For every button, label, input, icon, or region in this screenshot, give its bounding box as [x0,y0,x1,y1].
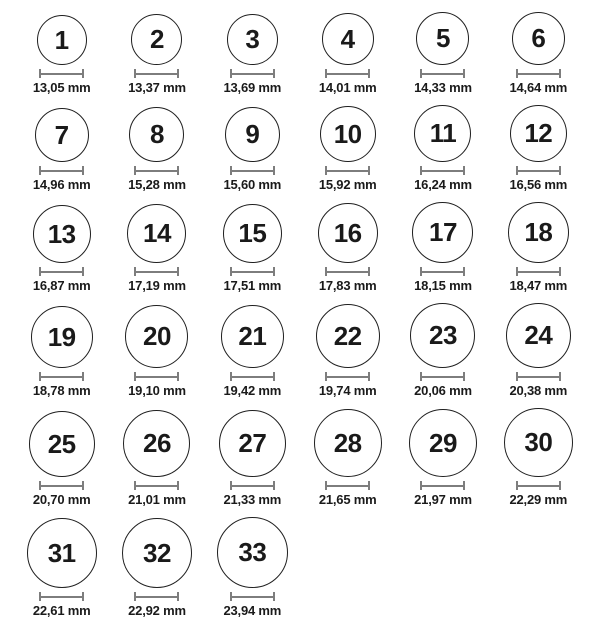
diameter-label: 14,64 mm [509,80,568,95]
diameter-dimension-line [134,592,179,601]
ring-size-number: 14 [143,218,171,248]
ring-circle [35,108,89,162]
ring-size-cell [319,13,377,95]
ring-size-cell [123,410,190,507]
diameter-line-bar [232,271,273,273]
ring-circle [316,304,380,368]
diameter-dimension-line [39,481,84,490]
diameter-dimension-line [39,592,84,601]
diameter-dimension-line [230,166,275,175]
ring-size-cell [319,106,377,192]
diameter-line-bar [422,376,463,378]
diameter-line-bar [232,596,273,598]
diameter-dimension-line [134,69,179,78]
ring-size-cell [509,105,567,192]
ring-circle [506,303,571,368]
diameter-dimension-line [134,372,179,381]
diameter-line-bar [41,485,82,487]
ring-size-cell [128,107,186,192]
ring-circle [221,305,284,368]
diameter-label: 18,15 mm [414,278,472,293]
ring-circle [508,202,569,263]
ring-circle [318,203,378,263]
diameter-line-bar [232,170,273,172]
diameter-label: 19,74 mm [318,383,377,398]
ring-size-cell [509,12,567,95]
ring-size-number: 5 [436,23,450,53]
diameter-line-bar [41,271,82,273]
diameter-dimension-line [230,592,275,601]
diameter-dimension-line [516,166,561,175]
ring-circle [504,408,573,477]
diameter-label: 22,29 mm [509,492,568,507]
ring-size-number: 23 [429,320,457,350]
diameter-dimension-line [420,166,465,175]
diameter-dimension-line [39,267,84,276]
diameter-dimension-line [39,166,84,175]
diameter-dimension-line [134,166,179,175]
ring-size-cell [223,107,281,192]
diameter-label: 21,65 mm [318,492,377,507]
ring-size-cell [223,204,282,293]
ring-circle [37,15,87,65]
diameter-label: 17,19 mm [128,278,186,293]
diameter-label: 20,38 mm [509,383,568,398]
ring-size-number: 19 [47,321,76,352]
diameter-dimension-line [230,372,275,381]
diameter-line-bar [41,596,82,598]
diameter-line-bar [41,73,82,75]
ring-size-cell [33,205,91,293]
ring-size-cell [128,14,186,95]
ring-circle [225,107,280,162]
diameter-line-bar [41,170,82,172]
ring-circle [410,303,475,368]
ring-size-number: 10 [333,118,362,149]
diameter-line-bar [518,376,559,378]
diameter-label: 20,70 mm [32,492,91,507]
ring-size-number: 29 [429,427,457,458]
diameter-label: 21,33 mm [223,492,282,507]
ring-size-number: 9 [245,119,260,149]
ring-circle [122,518,192,588]
diameter-dimension-line [230,481,275,490]
diameter-line-bar [232,73,273,75]
diameter-line-bar [136,596,177,598]
ring-circle [322,13,374,65]
ring-size-cell [318,203,378,293]
ring-size-cell [316,304,380,398]
diameter-line-bar [327,376,368,378]
ring-size-cell [223,14,281,95]
diameter-label: 14,33 mm [414,80,472,95]
ring-size-cell [414,12,472,95]
diameter-line-bar [422,485,463,487]
diameter-label: 17,83 mm [318,278,377,293]
ring-circle [217,517,288,588]
diameter-label: 16,24 mm [414,177,472,192]
diameter-line-bar [327,170,368,172]
ring-circle [125,305,188,368]
diameter-line-bar [136,170,177,172]
diameter-line-bar [327,271,368,273]
ring-size-cell [410,303,475,398]
diameter-label: 23,94 mm [223,603,282,618]
ring-circle [512,12,565,65]
ring-circle [33,205,91,263]
ring-size-cell [33,15,91,95]
diameter-dimension-line [516,267,561,276]
ring-size-cell [125,305,188,398]
diameter-label: 15,60 mm [223,177,282,192]
diameter-dimension-line [39,69,84,78]
ring-size-cell [314,409,382,507]
ring-size-number: 21 [238,321,267,351]
ring-circle [31,306,93,368]
diameter-dimension-line [325,69,370,78]
ring-size-number: 26 [143,428,171,458]
diameter-dimension-line [420,372,465,381]
ring-circle [416,12,469,65]
ring-size-cell [506,303,571,398]
diameter-dimension-line [516,372,561,381]
ring-size-cell [127,204,186,293]
ring-size-number: 4 [340,23,355,54]
ring-circle [510,105,567,162]
ring-circle [414,105,471,162]
ring-circle [223,204,282,263]
ring-size-cell [409,409,477,507]
ring-circle [131,14,182,65]
diameter-label: 16,87 mm [32,278,91,293]
ring-circle [219,410,286,477]
diameter-line-bar [136,73,177,75]
diameter-dimension-line [134,481,179,490]
ring-size-cell [508,202,569,293]
diameter-dimension-line [230,69,275,78]
diameter-dimension-line [420,267,465,276]
diameter-dimension-line [325,481,370,490]
ring-size-number: 32 [143,537,171,568]
diameter-label: 22,61 mm [32,603,91,618]
ring-size-cell [29,411,95,507]
diameter-dimension-line [230,267,275,276]
diameter-line-bar [327,485,368,487]
ring-size-cell [217,517,288,618]
diameter-dimension-line [516,481,561,490]
ring-size-cell [27,518,97,618]
ring-size-number: 16 [333,217,362,248]
diameter-dimension-line [420,481,465,490]
diameter-line-bar [518,485,559,487]
ring-size-number: 33 [238,537,267,567]
ring-size-number: 25 [47,428,76,459]
ring-size-number: 24 [524,320,553,350]
diameter-line-bar [422,271,463,273]
ring-size-number: 11 [429,118,457,148]
diameter-label: 17,51 mm [223,278,282,293]
ring-size-cell [122,518,192,618]
ring-circle [127,204,186,263]
diameter-label: 16,56 mm [509,177,568,192]
ring-size-cell [414,105,472,192]
diameter-line-bar [422,73,463,75]
ring-size-cell [504,408,573,507]
diameter-label: 20,06 mm [414,383,472,398]
diameter-label: 19,10 mm [128,383,186,398]
ring-circle [320,106,376,162]
ring-size-cell [31,306,93,398]
diameter-line-bar [136,376,177,378]
diameter-dimension-line [325,267,370,276]
diameter-label: 15,92 mm [318,177,377,192]
ring-circle [412,202,473,263]
diameter-line-bar [518,271,559,273]
ring-size-number: 7 [54,119,69,150]
diameter-line-bar [232,376,273,378]
ring-size-number: 18 [524,217,553,247]
ring-size-number: 28 [333,427,362,458]
diameter-dimension-line [325,372,370,381]
ring-size-number: 20 [143,321,171,351]
diameter-line-bar [136,485,177,487]
diameter-line-bar [518,170,559,172]
ring-circle [314,409,382,477]
diameter-label: 15,28 mm [128,177,186,192]
diameter-line-bar [136,271,177,273]
ring-size-number: 22 [333,320,362,351]
ring-size-number: 30 [524,427,553,457]
ring-circle [129,107,184,162]
diameter-label: 13,37 mm [128,80,186,95]
diameter-label: 14,96 mm [32,177,91,192]
diameter-dimension-line [39,372,84,381]
ring-size-number: 1 [54,24,69,55]
diameter-line-bar [327,73,368,75]
ring-circle [123,410,190,477]
ring-size-number: 2 [150,24,164,54]
diameter-line-bar [422,170,463,172]
ring-size-number: 3 [245,24,260,54]
diameter-label: 13,05 mm [32,80,91,95]
ring-size-number: 13 [47,218,76,249]
ring-size-number: 27 [238,428,267,458]
diameter-line-bar [518,73,559,75]
diameter-label: 21,01 mm [128,492,186,507]
ring-size-cell [412,202,473,293]
diameter-line-bar [41,376,82,378]
diameter-dimension-line [516,69,561,78]
diameter-label: 13,69 mm [223,80,282,95]
ring-circle [29,411,95,477]
ring-size-cell [33,108,91,192]
diameter-line-bar [232,485,273,487]
diameter-dimension-line [420,69,465,78]
diameter-label: 21,97 mm [414,492,472,507]
ring-size-cell [221,305,284,398]
ring-size-number: 15 [238,218,267,248]
ring-size-number: 6 [531,23,546,53]
diameter-label: 18,78 mm [32,383,91,398]
ring-circle [227,14,278,65]
diameter-label: 18,47 mm [509,278,568,293]
diameter-dimension-line [134,267,179,276]
diameter-label: 14,01 mm [318,80,377,95]
ring-size-number: 17 [429,217,457,247]
ring-circle [27,518,97,588]
ring-size-cell [219,410,286,507]
diameter-label: 22,92 mm [128,603,186,618]
diameter-label: 19,42 mm [223,383,282,398]
ring-size-number: 8 [150,119,164,149]
ring-circle [409,409,477,477]
diameter-dimension-line [325,166,370,175]
ring-size-number: 31 [47,537,76,568]
ring-size-number: 12 [524,118,553,148]
